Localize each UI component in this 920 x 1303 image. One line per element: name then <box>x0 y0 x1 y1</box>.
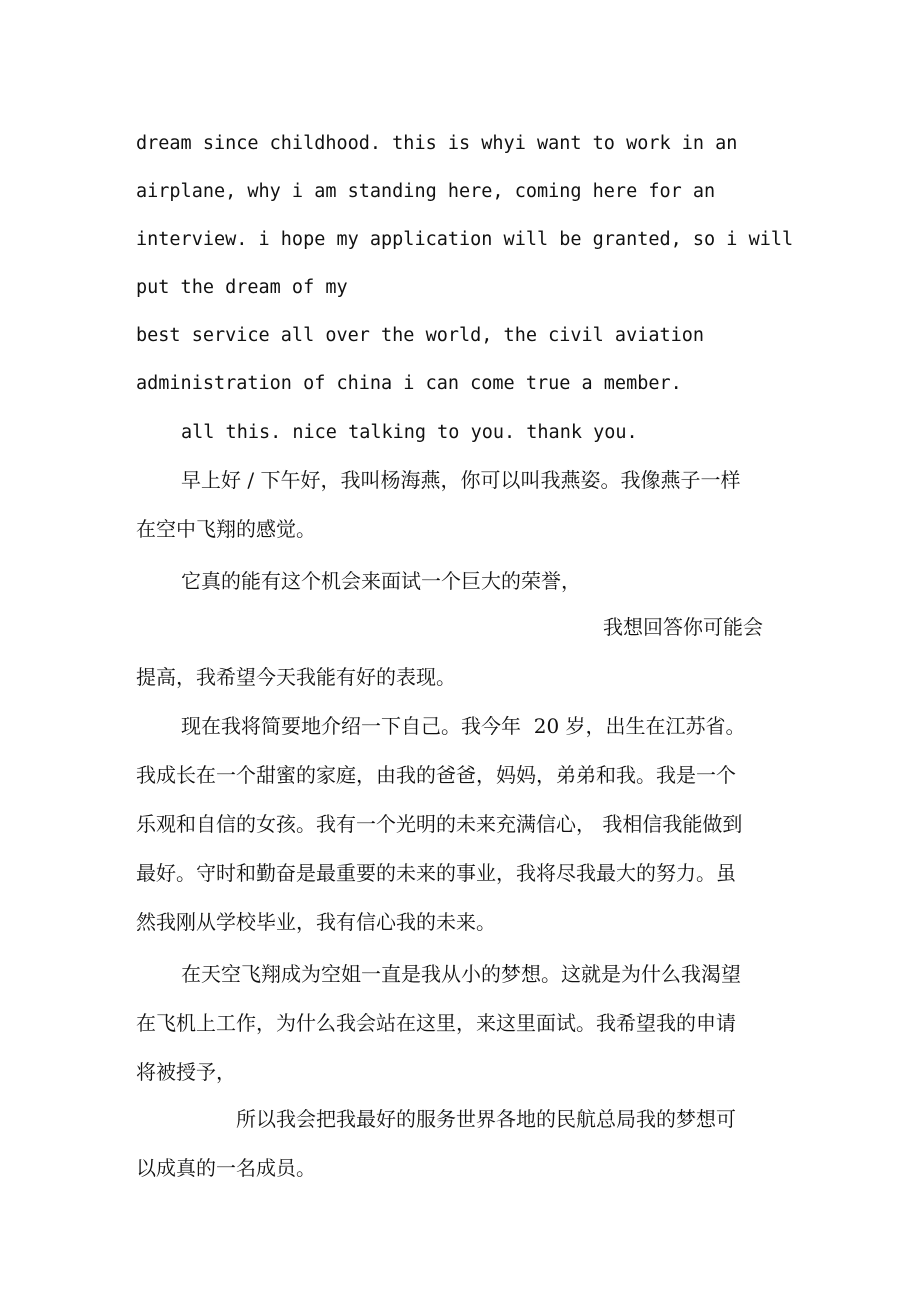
text-line-15: 乐观和自信的女孩。我有一个光明的未来充满信心， 我相信我能做到 <box>136 812 743 836</box>
text-line-18: 在天空飞翔成为空姐一直是我从小的梦想。这就是为什么我渴望 <box>181 962 741 986</box>
text-line-19: 在飞机上工作，为什么我会站在这里，来这里面试。我希望我的申请 <box>136 1011 736 1035</box>
text-line-21: 所以我会把我最好的服务世界各地的民航总局我的梦想可 <box>236 1107 736 1131</box>
text-line-13: 现在我将简要地介绍一下自己。我今年 20 岁，出生在江苏省。 <box>181 714 746 738</box>
text-line-11: 我想回答你可能会 <box>603 615 763 639</box>
text-line-22: 以成真的一名成员。 <box>136 1156 316 1180</box>
text-line-7: all this. nice talking to you. thank you. <box>181 422 638 443</box>
text-line-1: dream since childhood. this is whyi want to work in an <box>136 133 738 154</box>
text-line-12: 提高，我希望今天我能有好的表现。 <box>136 665 456 689</box>
text-line-8: 早上好 / 下午好，我叫杨海燕，你可以叫我燕姿。我像燕子一样 <box>181 468 741 492</box>
text-line-10: 它真的能有这个机会来面试一个巨大的荣誉， <box>181 569 581 593</box>
text-line-2: airplane, why i am standing here, coming here for an <box>136 181 716 202</box>
text-line-6: administration of china i can come true a member. <box>136 373 682 394</box>
text-line-9: 在空中飞翔的感觉。 <box>136 517 316 541</box>
text-line-20: 将被授予， <box>136 1060 236 1084</box>
text-line-17: 然我刚从学校毕业，我有信心我的未来。 <box>136 910 496 934</box>
text-line-3: interview. i hope my application will be granted, so i will <box>136 229 794 250</box>
text-line-5: best service all over the world, the civil aviation <box>136 325 705 346</box>
text-line-14: 我成长在一个甜蜜的家庭，由我的爸爸，妈妈，弟弟和我。我是一个 <box>136 763 736 787</box>
text-line-16: 最好。守时和勤奋是最重要的未来的事业，我将尽我最大的努力。虽 <box>136 861 736 885</box>
text-line-4: put the dream of my <box>136 277 348 298</box>
